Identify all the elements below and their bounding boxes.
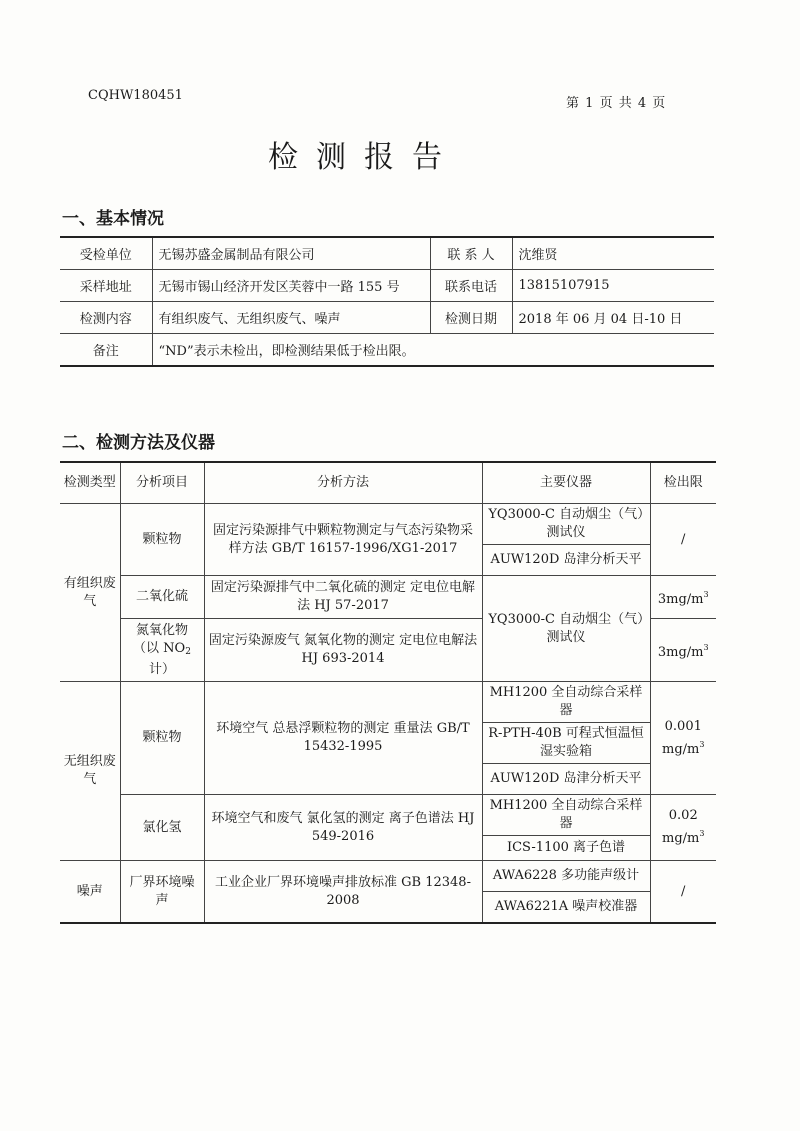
table-header-row — [60, 462, 716, 504]
item-cell — [120, 619, 204, 682]
page-prefix: 第 — [566, 96, 581, 111]
item-cell: 厂界环境噪声 — [120, 861, 204, 924]
item-cell: 二氧化硫 — [120, 576, 204, 619]
limit-exponent: 3 — [703, 589, 709, 599]
limit-value: 0.001 mg/m — [662, 718, 702, 757]
instrument-cell: R-PTH-40B 可程式恒温恒湿实验箱 — [482, 723, 650, 764]
report-number: CQHW180451 — [88, 88, 183, 103]
limit-cell — [650, 795, 716, 861]
method-cell: 环境空气 总悬浮颗粒物的测定 重量法 GB/T 15432-1995 — [204, 682, 482, 795]
value-cell: 13815107915 — [512, 270, 714, 302]
report-title: 检测报告 — [268, 140, 460, 175]
basic-info-table — [60, 236, 714, 367]
page-suffix: 页 — [652, 96, 667, 111]
method-cell: 环境空气和废气 氯化氢的测定 离子色谱法 HJ 549-2016 — [204, 795, 482, 861]
table-row — [60, 576, 716, 619]
limit-value: 0.02 mg/m — [662, 808, 700, 846]
method-cell: 固定污染源排气中二氧化硫的测定 定电位电解法 HJ 57-2017 — [204, 576, 482, 619]
page-mid: 页 共 — [599, 96, 633, 111]
value-cell: 沈维贤 — [512, 237, 714, 270]
remark-cell: “ND”表示未检出，即检测结果低于检出限。 — [152, 334, 714, 367]
section-basic-title: 一、基本情况 — [62, 209, 164, 229]
limit-exponent: 3 — [699, 829, 705, 838]
table-row — [60, 270, 714, 302]
instrument-cell: AWA6221A 噪声校准器 — [482, 892, 650, 924]
page-current: 1 — [585, 96, 595, 111]
item-text: 计） — [148, 661, 175, 677]
item-subscript: 2 — [185, 646, 191, 657]
instrument-cell: AUW120D 岛津分析天平 — [482, 764, 650, 795]
table-row — [60, 302, 714, 334]
header-limit: 检出限 — [650, 462, 716, 504]
label-cell: 联 系 人 — [430, 237, 512, 270]
limit-cell — [650, 576, 716, 619]
item-cell: 颗粒物 — [120, 504, 204, 576]
instrument-cell: YQ3000-C 自动烟尘（气）测试仪 — [482, 576, 650, 682]
page-indicator — [566, 92, 666, 111]
table-row — [60, 861, 716, 892]
header-item: 分析项目 — [120, 462, 204, 504]
limit-value: 3mg/m — [657, 591, 704, 607]
label-cell: 检测日期 — [430, 302, 512, 334]
limit-exponent: 3 — [703, 642, 709, 652]
item-text: 氮氧化物（以 NO — [133, 622, 188, 656]
label-cell: 采样地址 — [60, 270, 152, 302]
instrument-cell: MH1200 全自动综合采样器 — [482, 795, 650, 836]
label-cell: 检测内容 — [60, 302, 152, 334]
value-cell: 无锡苏盛金属制品有限公司 — [152, 237, 430, 270]
item-cell: 颗粒物 — [120, 682, 204, 795]
limit-exponent: 3 — [699, 739, 705, 749]
table-row — [60, 504, 716, 545]
instrument-cell: AUW120D 岛津分析天平 — [482, 545, 650, 576]
group-unorganized: 无组织废气 — [60, 682, 120, 861]
limit-cell — [650, 682, 716, 795]
header-method: 分析方法 — [204, 462, 482, 504]
methods-table — [60, 461, 716, 924]
limit-cell — [650, 619, 716, 682]
limit-cell: / — [650, 861, 716, 924]
value-cell: 有组织废气、无组织废气、噪声 — [152, 302, 430, 334]
method-cell: 固定污染源废气 氮氧化物的测定 定电位电解法 HJ 693-2014 — [204, 619, 482, 682]
instrument-cell: YQ3000-C 自动烟尘（气）测试仪 — [482, 504, 650, 545]
method-cell: 工业企业厂界环境噪声排放标准 GB 12348-2008 — [204, 861, 482, 924]
limit-value: 3mg/m — [657, 644, 704, 660]
value-cell: 2018 年 06 月 04 日-10 日 — [512, 302, 714, 334]
table-row — [60, 682, 716, 723]
header-type: 检测类型 — [60, 462, 120, 504]
header-instrument: 主要仪器 — [482, 462, 650, 504]
section-methods-title: 二、检测方法及仪器 — [62, 433, 215, 453]
value-cell: 无锡市锡山经济开发区芙蓉中一路 155 号 — [152, 270, 430, 302]
table-row — [60, 334, 714, 367]
instrument-cell: ICS-1100 离子色谱 — [482, 836, 650, 861]
label-cell: 受检单位 — [60, 237, 152, 270]
limit-cell: / — [650, 504, 716, 576]
instrument-cell: MH1200 全自动综合采样器 — [482, 682, 650, 723]
instrument-cell: AWA6228 多功能声级计 — [482, 861, 650, 892]
group-noise: 噪声 — [60, 861, 120, 924]
table-row — [60, 795, 716, 836]
group-organized: 有组织废气 — [60, 504, 120, 682]
label-cell: 备注 — [92, 344, 119, 359]
table-row — [60, 237, 714, 270]
method-cell: 固定污染源排气中颗粒物测定与气态污染物采样方法 GB/T 16157-1996/XG1-2017 — [204, 504, 482, 576]
page-total: 4 — [637, 96, 648, 111]
label-cell: 联系电话 — [430, 270, 512, 302]
item-cell: 氯化氢 — [120, 795, 204, 861]
